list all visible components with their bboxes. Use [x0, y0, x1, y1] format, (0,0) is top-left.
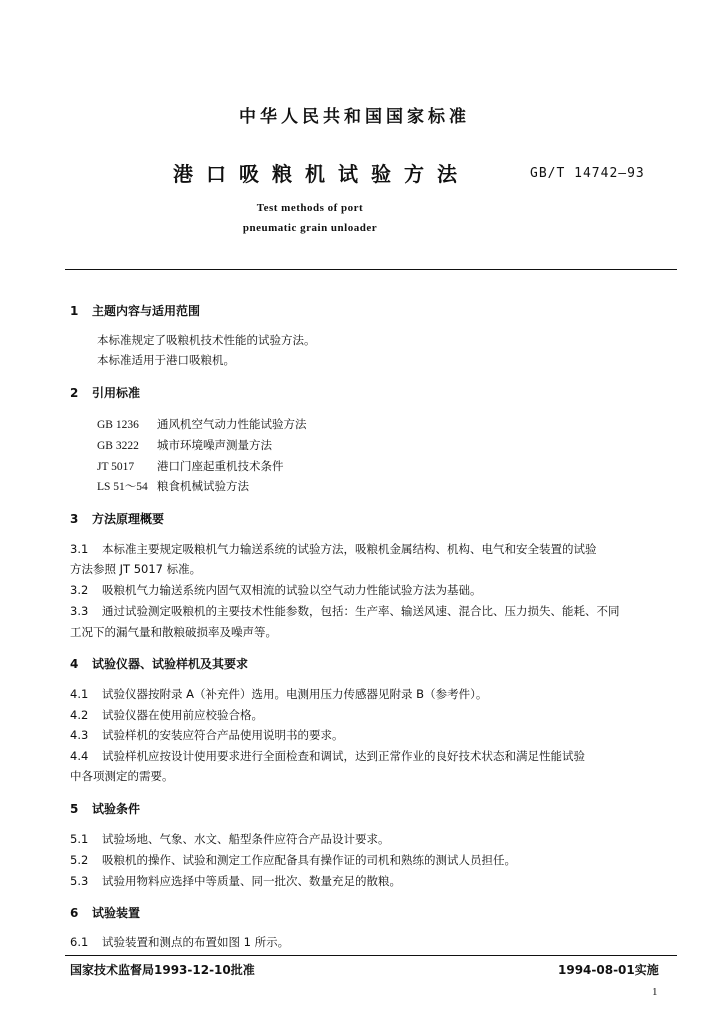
- reference-code: GB 3222: [97, 440, 139, 452]
- clause-text: 本标准主要规定吸粮机气力输送系统的试验方法，吸粮机金属结构、机构、电气和安全装置的试验: [102, 542, 597, 556]
- clause-number: 4.3: [70, 728, 89, 742]
- clause-continuation: 工况下的漏气量和散粮破损率及噪声等。: [70, 625, 277, 639]
- clause-number: 5.1: [70, 832, 89, 846]
- clause-number: 4.4: [70, 749, 89, 763]
- section-title: 试验装置: [92, 906, 141, 920]
- clause-text: 试验样机应按设计使用要求进行全面检查和调试，达到正常作业的良好技术状态和满足性能试验: [102, 749, 585, 763]
- clause-text: 试验用物料应选择中等质量、同一批次、数量充足的散粮。: [102, 874, 401, 888]
- clause: [70, 727, 344, 743]
- clause-text: 试验样机的安装应符合产品使用说明书的要求。: [102, 728, 344, 742]
- reference-name: 港口门座起重机技术条件: [157, 459, 284, 473]
- page-number: 1: [652, 986, 658, 998]
- approval-date: 国家技术监督局1993-12-10批准: [70, 963, 255, 977]
- clause: [70, 582, 482, 598]
- section-title: 引用标准: [92, 386, 141, 400]
- clause-number: 5.2: [70, 853, 89, 867]
- clause-number: 3.1: [70, 542, 89, 556]
- clause: [70, 541, 597, 557]
- section-title: 试验条件: [92, 802, 141, 816]
- clause-continuation: 方法参照 JT 5017 标准。: [70, 562, 202, 576]
- section-heading: [70, 302, 200, 319]
- clause: [70, 852, 516, 868]
- header-divider: [65, 269, 677, 270]
- reference-item: [97, 416, 307, 432]
- clause-text: 吸粮机的操作、试验和测定工作应配备具有操作证的司机和熟练的测试人员担任。: [102, 853, 516, 867]
- section-title: 方法原理概要: [92, 512, 165, 526]
- reference-name: 粮食机械试验方法: [157, 479, 249, 493]
- implementation-date: 1994-08-01实施: [558, 963, 659, 977]
- section-heading: [70, 510, 164, 527]
- clause-number: 3.3: [70, 604, 89, 618]
- clause: [70, 873, 401, 889]
- clause-text: 试验装置和测点的布置如图 1 所示。: [102, 935, 290, 949]
- standard-code: GB/T 14742—93: [530, 166, 645, 181]
- clause-number: 3.2: [70, 583, 89, 597]
- clause: [70, 686, 487, 702]
- clause-continuation: 中各项测定的需要。: [70, 769, 174, 783]
- reference-code: JT 5017: [97, 461, 135, 473]
- clause-number: 6.1: [70, 935, 89, 949]
- section-title: 主题内容与适用范围: [92, 304, 201, 318]
- section-heading: [70, 384, 140, 401]
- clause-text: 通过试验测定吸粮机的主要技术性能参数，包括：生产率、输送风速、混合比、压力损失、能耗、不同: [102, 604, 620, 618]
- section-title: 试验仪器、试验样机及其要求: [92, 657, 249, 671]
- reference-item: [97, 458, 284, 474]
- section-number: 4: [70, 657, 79, 671]
- clause: [70, 603, 620, 619]
- clause-text: 试验场地、气象、水文、船型条件应符合产品设计要求。: [102, 832, 390, 846]
- english-title-line-1: Test methods of port: [256, 202, 364, 214]
- national-standard-heading: 中华人民共和国国家标准: [239, 107, 470, 127]
- clause-number: 5.3: [70, 874, 89, 888]
- section-heading: [70, 655, 248, 672]
- clause: [70, 934, 289, 950]
- section-heading: [70, 800, 140, 817]
- section-number: 6: [70, 906, 79, 920]
- reference-item: [97, 437, 272, 453]
- clause-number: 4.1: [70, 687, 89, 701]
- reference-item: [97, 478, 249, 494]
- clause-text: 吸粮机气力输送系统内固气双相流的试验以空气动力性能试验方法为基础。: [102, 583, 482, 597]
- section-number: 2: [70, 386, 79, 400]
- section-number: 5: [70, 802, 79, 816]
- section-number: 3: [70, 512, 79, 526]
- clause-number: 4.2: [70, 708, 89, 722]
- reference-code: LS 51～54: [97, 481, 148, 493]
- clause: [70, 748, 585, 764]
- reference-code: GB 1236: [97, 419, 139, 431]
- section-number: 1: [70, 304, 79, 318]
- document-title: 港口吸粮机试验方法: [173, 162, 470, 186]
- paragraph: 本标准适用于港口吸粮机。: [97, 353, 235, 367]
- footer-divider: [65, 955, 677, 956]
- clause: [70, 831, 390, 847]
- paragraph: 本标准规定了吸粮机技术性能的试验方法。: [97, 333, 316, 347]
- english-title-line-2: pneumatic grain unloader: [242, 222, 378, 234]
- section-heading: [70, 904, 140, 921]
- reference-name: 通风机空气动力性能试验方法: [157, 417, 307, 431]
- clause-text: 试验仪器按附录 A（补充件）选用。电测用压力传感器见附录 B（参考件）。: [102, 687, 488, 701]
- reference-name: 城市环境噪声测量方法: [157, 438, 272, 452]
- clause: [70, 707, 263, 723]
- clause-text: 试验仪器在使用前应校验合格。: [102, 708, 263, 722]
